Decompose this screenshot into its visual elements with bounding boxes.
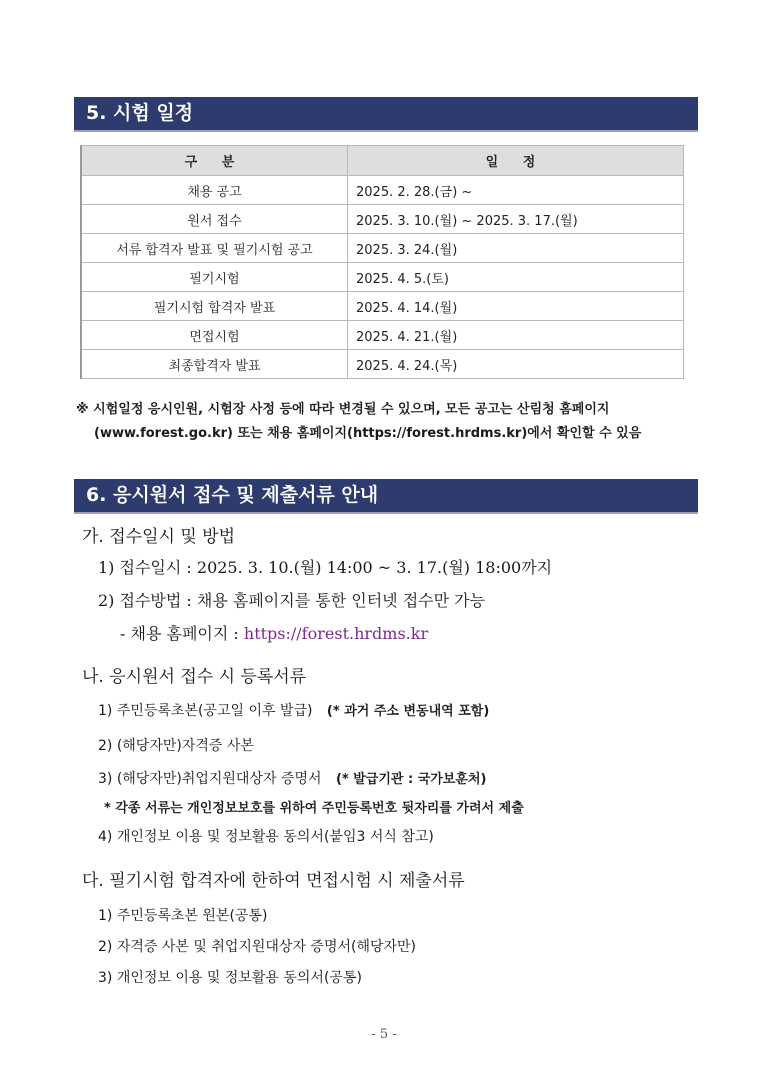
row-category: 서류 합격자 발표 및 필기시험 공고 <box>81 234 348 263</box>
table-row <box>81 321 684 350</box>
schedule-table <box>80 145 684 379</box>
na-item-1-text: 1) 주민등록초본(공고일 이후 발급) <box>98 703 313 719</box>
row-category: 필기시험 합격자 발표 <box>81 292 348 321</box>
page-number: - 5 - <box>371 1027 397 1042</box>
ga-homepage-line <box>120 621 428 644</box>
section-5-title: 5. 시험 일정 <box>86 102 194 124</box>
subsection-da-heading: 다. 필기시험 합격자에 한하여 면접시험 시 제출서류 <box>82 871 465 891</box>
na-item-1-note: (* 과거 주소 변동내역 포함) <box>326 704 490 719</box>
homepage-link[interactable]: https://forest.hrdms.kr <box>243 624 429 643</box>
schedule-note-line-2: (www.forest.go.kr) 또는 채용 홈페이지(https://forest.hrdms.kr)에서 확인할 수 있음 <box>94 426 642 441</box>
table-row <box>81 263 684 292</box>
section-6-bar-underline <box>74 512 698 514</box>
da-item-2: 2) 자격증 사본 및 취업지원대상자 증명서(해당자만) <box>98 939 417 955</box>
table-row <box>81 234 684 263</box>
row-category: 최종합격자 발표 <box>81 350 348 379</box>
na-star-note: * 각종 서류는 개인정보보호를 위하여 주민등록번호 뒷자리를 가려서 제출 <box>104 801 524 816</box>
section-5-title-bar <box>74 97 698 130</box>
na-item-1 <box>98 700 489 720</box>
na-item-3 <box>98 768 486 788</box>
row-date: 2025. 4. 5.(토) <box>348 263 684 292</box>
subsection-ga-heading: 가. 접수일시 및 방법 <box>82 527 235 547</box>
schedule-note-line-1: ※ 시험일정 응시인원, 시험장 사정 등에 따라 변경될 수 있으며, 모든 공고는 산림청 홈페이지 <box>76 402 610 417</box>
row-category: 면접시험 <box>81 321 348 350</box>
row-date: 2025. 4. 24.(목) <box>348 350 684 379</box>
row-category: 필기시험 <box>81 263 348 292</box>
table-header-row <box>81 146 684 176</box>
section-6-title-bar <box>74 479 698 512</box>
na-item-3-note: (* 발급기관 : 국가보훈처) <box>335 772 487 787</box>
row-category: 채용 공고 <box>81 176 348 205</box>
section-5-bar-underline <box>74 130 698 132</box>
row-date: 2025. 3. 24.(월) <box>348 234 684 263</box>
row-date: 2025. 4. 14.(월) <box>348 292 684 321</box>
table-row <box>81 176 684 205</box>
header-category: 구 분 <box>81 146 348 176</box>
da-item-3: 3) 개인정보 이용 및 정보활용 동의서(공통) <box>98 970 362 986</box>
row-date: 2025. 2. 28.(금) ~ <box>348 176 684 205</box>
da-item-1: 1) 주민등록초본 원본(공통) <box>98 908 268 924</box>
ga-item-1: 1) 접수일시 : 2025. 3. 10.(월) 14:00 ~ 3. 17.(월) 18:00까지 <box>98 558 553 577</box>
schedule-note <box>76 398 706 446</box>
row-date: 2025. 3. 10.(월) ~ 2025. 3. 17.(월) <box>348 205 684 234</box>
header-schedule: 일 정 <box>348 146 684 176</box>
subsection-na-heading: 나. 응시원서 접수 시 등록서류 <box>82 667 307 687</box>
row-date: 2025. 4. 21.(월) <box>348 321 684 350</box>
na-item-3-text: 3) (해당자만)취업지원대상자 증명서 <box>98 771 322 787</box>
ga-homepage-label: - 채용 홈페이지 : <box>120 624 244 643</box>
ga-item-2: 2) 접수방법 : 채용 홈페이지를 통한 인터넷 접수만 가능 <box>98 591 486 610</box>
na-item-2: 2) (해당자만)자격증 사본 <box>98 738 254 754</box>
row-category: 원서 접수 <box>81 205 348 234</box>
section-6-title: 6. 응시원서 접수 및 제출서류 안내 <box>86 484 379 506</box>
table-row <box>81 205 684 234</box>
table-row <box>81 292 684 321</box>
na-item-4: 4) 개인정보 이용 및 정보활용 동의서(붙임3 서식 참고) <box>98 829 434 845</box>
table-row <box>81 350 684 379</box>
